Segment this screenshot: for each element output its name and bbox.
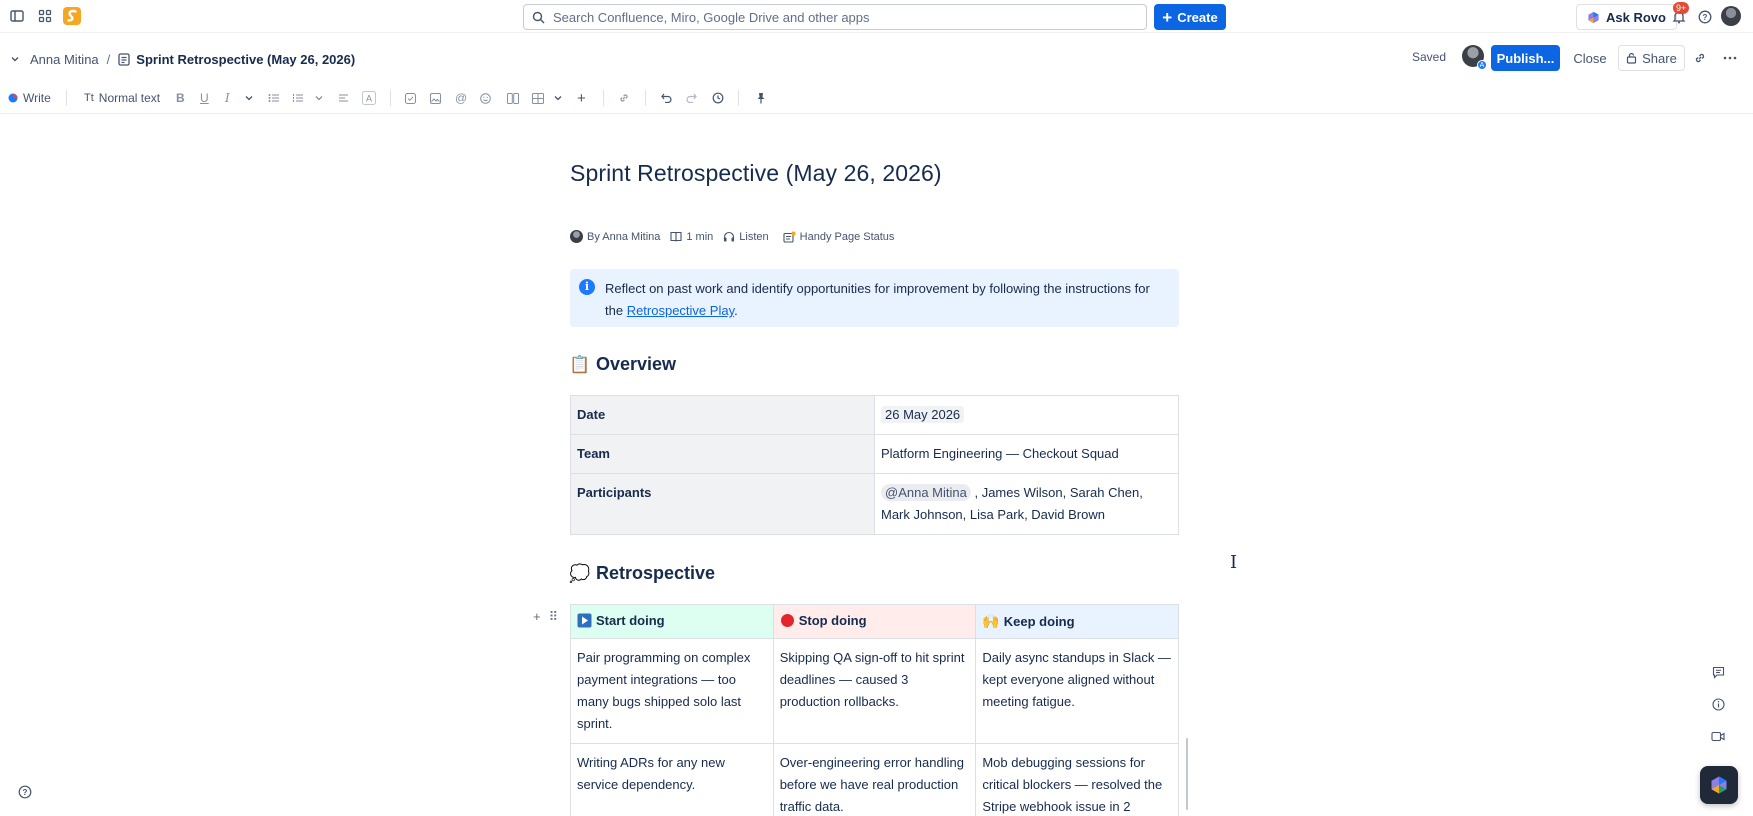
table-cell[interactable]: Mob debugging sessions for critical blockers — resolved the Stripe webhook issue in 2 (976, 744, 1179, 816)
listen-label: Listen (739, 230, 769, 243)
align-icon[interactable] (338, 87, 349, 109)
table-cell[interactable]: Writing ADRs for any new service dependency. (571, 744, 774, 816)
text-color-icon[interactable] (362, 87, 376, 109)
table-cell[interactable]: Daily async standups in Slack — kept everyone aligned without meeting fatigue. (976, 639, 1179, 744)
info-panel (570, 269, 1179, 327)
thought-bubble-icon: 💭 (569, 563, 591, 583)
insert-plus-icon[interactable]: + (577, 89, 586, 107)
image-icon[interactable] (430, 87, 441, 109)
search-icon (532, 11, 545, 24)
page-status-button[interactable] (783, 231, 895, 243)
side-toolbar (1707, 660, 1729, 748)
saved-status: Saved (1412, 50, 1447, 64)
avatar-badge: A (1477, 60, 1487, 70)
app-switcher-icon[interactable] (32, 3, 58, 29)
details-info-icon[interactable] (1707, 692, 1729, 716)
write-mode-button[interactable] (8, 87, 51, 109)
table-cell[interactable]: Over-engineering error handling before we have real production traffic data. (773, 744, 976, 816)
toolbar-divider (603, 90, 604, 106)
table-row (571, 435, 1179, 474)
overview-heading[interactable] (570, 354, 676, 375)
help-bottom-icon[interactable] (12, 779, 38, 805)
add-row-icon[interactable]: + (533, 609, 541, 624)
toolbar-divider (66, 90, 67, 106)
red-circle-icon (780, 613, 795, 628)
author-avatar (570, 230, 583, 243)
notification-count-badge: 9+ (1673, 2, 1689, 14)
page-header (0, 40, 1753, 74)
insert-chevron-icon[interactable] (553, 87, 563, 109)
copy-link-icon[interactable] (1687, 45, 1713, 71)
breadcrumb (8, 46, 355, 72)
lock-icon (1626, 52, 1637, 64)
editor-toolbar (0, 82, 1753, 114)
raised-hands-icon: 🙌 (982, 613, 1000, 629)
user-avatar[interactable] (1721, 6, 1741, 26)
confluence-logo-icon[interactable] (60, 4, 84, 28)
pin-icon[interactable] (756, 87, 766, 109)
text-style-icon: Tt (84, 92, 94, 104)
breadcrumb-separator: / (106, 51, 111, 67)
column-header-keep-text: Keep doing (1003, 614, 1075, 629)
overview-heading-text: Overview (596, 354, 677, 374)
underline-icon[interactable]: U (200, 91, 209, 105)
table-cell-key[interactable]: Team (571, 435, 875, 474)
retrospective-table (570, 604, 1179, 816)
table-scrollbar[interactable] (1186, 738, 1188, 810)
link-icon[interactable] (618, 87, 630, 109)
table-cell-key[interactable]: Date (571, 396, 875, 435)
page-status-label: Handy Page Status (799, 230, 895, 243)
text-cursor-icon: I (1230, 552, 1238, 573)
row-controls (533, 609, 558, 625)
list-chevron-icon[interactable] (314, 87, 324, 109)
text-style-dropdown[interactable] (84, 87, 160, 109)
byline-read-time (670, 231, 713, 243)
redo-icon[interactable] (686, 87, 697, 109)
top-navigation (0, 0, 1753, 33)
info-text-end: . (734, 303, 738, 318)
breadcrumb-title: Sprint Retrospective (May 26, 2026) (136, 51, 356, 67)
text-style-label: Normal text (98, 91, 161, 105)
table-row (571, 396, 1179, 435)
read-time-label: 1 min (686, 230, 714, 243)
table-header-row (571, 605, 1179, 639)
page-title[interactable]: Sprint Retrospective (May 26, 2026) (570, 160, 942, 186)
emoji-icon[interactable] (480, 87, 491, 109)
search-input[interactable] (523, 4, 1147, 30)
table-icon[interactable] (532, 87, 544, 109)
italic-icon[interactable]: I (225, 91, 230, 105)
table-cell-value[interactable] (875, 474, 1179, 535)
toolbar-divider (390, 90, 391, 106)
svg-text:A: A (365, 93, 373, 104)
author-name: By Anna Mitina (587, 230, 661, 243)
comment-icon[interactable] (1707, 660, 1729, 684)
table-row (571, 639, 1179, 744)
layout-icon[interactable] (507, 87, 519, 109)
date-chip[interactable]: 26 May 2026 (881, 406, 964, 423)
write-mode-label: Write (23, 91, 51, 105)
document-body (569, 160, 1179, 814)
table-cell[interactable]: Skipping QA sign-off to hit sprint deadlines — caused 3 production rollbacks. (773, 639, 976, 744)
help-icon[interactable] (1692, 4, 1718, 30)
overview-table (570, 395, 1179, 535)
retrospective-heading-text: Retrospective (596, 563, 716, 583)
plus-icon: + (1162, 7, 1173, 27)
drag-handle-icon[interactable]: ⠿ (548, 609, 559, 624)
table-row (571, 744, 1179, 816)
status-icon (783, 231, 796, 243)
headphones-icon (723, 231, 735, 242)
rovo-icon (1587, 11, 1600, 24)
bullet-list-icon[interactable] (268, 87, 280, 109)
svg-text:?: ? (1702, 13, 1708, 22)
book-icon (670, 231, 682, 242)
mention-icon[interactable]: @ (455, 91, 468, 105)
history-icon[interactable] (712, 87, 724, 109)
toolbar-divider (738, 90, 739, 106)
sidebar-toggle-icon[interactable] (4, 3, 30, 29)
breadcrumb-parent[interactable]: Anna Mitina (30, 51, 99, 67)
share-button[interactable] (1618, 45, 1685, 71)
column-header-start[interactable] (571, 605, 774, 639)
table-cell-value[interactable]: Platform Engineering — Checkout Squad (875, 435, 1179, 474)
breadcrumb-current[interactable] (118, 52, 355, 67)
table-cell-value[interactable] (875, 396, 1179, 435)
rovo-chat-button[interactable] (1700, 766, 1738, 804)
page-byline (570, 230, 894, 243)
create-button[interactable] (1154, 4, 1226, 30)
more-formatting-chevron-icon[interactable] (244, 87, 254, 109)
undo-icon[interactable] (661, 87, 672, 109)
action-item-icon[interactable] (405, 87, 416, 109)
column-header-stop[interactable] (773, 605, 976, 639)
column-header-stop-text: Stop doing (798, 612, 867, 628)
ask-rovo-label: Ask Rovo (1606, 9, 1666, 25)
rovo-icon (1709, 775, 1729, 795)
video-icon[interactable] (1707, 724, 1729, 748)
svg-text:?: ? (22, 788, 28, 797)
bold-icon[interactable]: B (176, 91, 185, 105)
share-label: Share (1642, 50, 1677, 66)
info-icon: i (579, 279, 595, 295)
page-icon (118, 53, 130, 66)
close-button[interactable]: Close (1573, 50, 1607, 66)
publish-button[interactable]: Publish... (1491, 45, 1560, 71)
listen-button[interactable] (723, 231, 768, 243)
numbered-list-icon[interactable] (292, 87, 304, 109)
create-label: Create (1177, 9, 1218, 25)
info-text: Reflect on past work and identify opportunities for improvement by following the instructions for the (605, 281, 1150, 318)
table-row (571, 474, 1179, 535)
search-placeholder: Search Confluence, Miro, Google Drive and other apps (553, 9, 870, 25)
toolbar-divider (645, 90, 646, 106)
ask-rovo-button[interactable] (1576, 4, 1677, 30)
column-header-start-text: Start doing (596, 612, 665, 628)
table-cell-key[interactable]: Participants (571, 474, 875, 535)
clipboard-icon: 📋 (569, 354, 591, 374)
table-cell[interactable]: Pair programming on complex payment integrations — too many bugs shipped solo last sprint. (571, 639, 774, 744)
write-mode-icon (8, 93, 18, 103)
column-header-keep[interactable] (976, 605, 1179, 639)
topnav-left (4, 3, 84, 29)
collaborator-avatar[interactable] (1462, 45, 1484, 67)
user-mention[interactable]: @Anna Mitina (881, 484, 971, 501)
more-options-icon[interactable] (1717, 45, 1743, 71)
participants-text: , James Wilson, Sarah Chen, Mark Johnson, Lisa Park, David Brown (881, 485, 1143, 522)
retrospective-heading[interactable] (570, 563, 715, 584)
byline-author[interactable] (570, 230, 660, 243)
retrospective-play-link[interactable]: Retrospective Play (626, 303, 735, 318)
chevron-down-icon[interactable] (8, 46, 22, 72)
play-button-icon (577, 613, 592, 628)
